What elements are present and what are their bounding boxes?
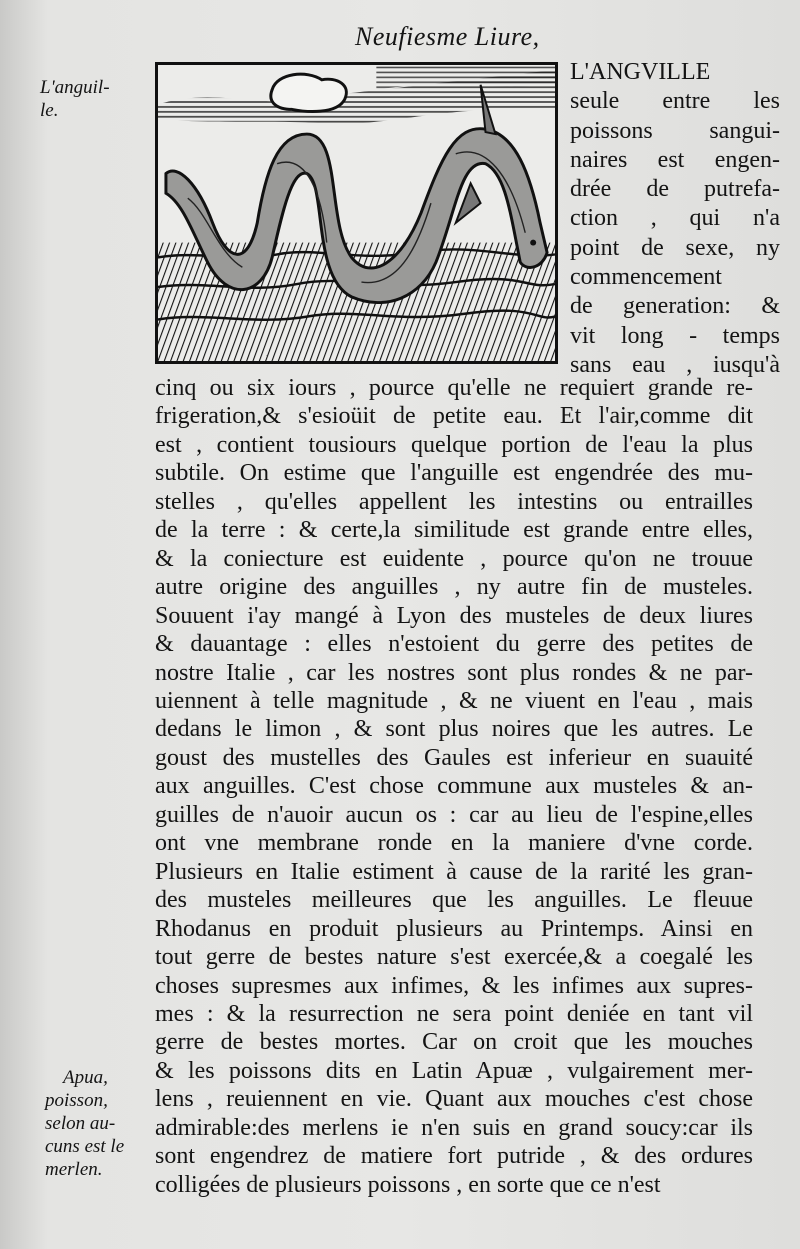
text-line: nostre Italie , car les nostres sont plus rondes & ne par- — [155, 659, 753, 686]
text-line: dedans le limon , & sont plus noires que les autres. Le — [155, 716, 753, 743]
text-line: drée de putrefa- — [570, 176, 780, 203]
text-line: & les poissons dits en Latin Apuæ , vulgairement mer- — [155, 1057, 753, 1084]
text-line: aux anguilles. C'est chose commune aux musteles & an- — [155, 773, 753, 800]
text-line: mes : & la resurrection ne sera point deniée en tant vil — [155, 1000, 753, 1027]
margin-note-line: Apua, — [63, 1067, 108, 1088]
margin-note-line: poisson, — [45, 1090, 108, 1111]
text-line: point de sexe, ny — [570, 234, 780, 261]
text-line: naires est engen- — [570, 146, 780, 173]
text-line: subtile. On estime que l'anguille est engendrée des mu- — [155, 460, 753, 487]
text-line: L'ANGVILLE — [570, 59, 711, 85]
text-line: est , contient tousiours quelque portion de l'eau la plus — [155, 431, 753, 458]
text-line: stelles , qu'elles appellent les intestins ou entrailles — [155, 488, 753, 515]
text-line: seule entre les — [570, 88, 780, 115]
text-line: autre origine des anguilles , ny autre fin de musteles. — [155, 574, 753, 601]
text-line: sans eau , iusqu'à — [570, 351, 780, 378]
text-line: choses supresmes aux infimes, & les infimes aux supres- — [155, 972, 753, 999]
text-line: gerre de bestes mortes. Car on croit que les mouches — [155, 1029, 753, 1056]
text-line: lens , reuiennent en vie. Quant aux mouches c'est chose — [155, 1086, 753, 1113]
text-line: poissons sangui- — [570, 117, 780, 144]
margin-note-anguille — [40, 76, 110, 122]
text-line: goust des mustelles des Gaules est inferieur en suauité — [155, 744, 753, 771]
text-line: uiennent à telle magnitude , & ne viuent en l'eau , mais — [155, 687, 753, 714]
text-line: de la terre : & certe,la similitude est grande entre elles, — [155, 517, 753, 544]
text-line: de generation: & — [570, 293, 780, 320]
text-line: vit long - temps — [570, 322, 780, 349]
eel-woodcut-icon — [158, 65, 555, 361]
margin-note-apua — [45, 1066, 124, 1181]
text-line: commencement — [570, 264, 722, 291]
margin-note-line: merlen. — [45, 1159, 103, 1180]
text-line: guilles de n'auoir aucun os : car au lieu de l'espine,elles — [155, 801, 753, 828]
text-line: Souuent i'ay mangé à Lyon des musteles de deux liures — [155, 602, 753, 629]
side-text-column — [570, 58, 780, 380]
text-line: ont vne membrane ronde en la maniere d'vne corde. — [155, 830, 753, 857]
margin-note-line: cuns est le — [45, 1136, 125, 1157]
text-line: sont engendrez de matiere fort putride , & des ordures — [155, 1143, 753, 1170]
text-line: & la coniecture est euidente , pource qu'on ne trouue — [155, 545, 753, 572]
text-line: des musteles meilleures que les anguilles. Le fleuue — [155, 887, 753, 914]
text-line: & dauantage : elles n'estoient du gerre des petites de — [155, 631, 753, 658]
text-line: colligées de plusieurs poissons , en sorte que ce n'est — [155, 1171, 661, 1198]
margin-note-line: L'anguil- — [40, 77, 110, 98]
text-line: cinq ou six iours , pource qu'elle ne requiert grande re- — [155, 375, 753, 401]
running-head: Neufiesme Liure, — [355, 22, 540, 51]
text-line: Rhodanus en produit plusieurs au Printemps. Ainsi en — [155, 915, 753, 942]
text-line: admirable:des merlens ie n'en suis en grand soucy:car ils — [155, 1114, 753, 1141]
text-line: frigeration,& s'esioüit de petite eau. Et l'air,comme dit — [155, 403, 753, 430]
eel-woodcut-illustration — [155, 62, 558, 364]
text-line: tout gerre de bestes nature s'est exercée,& a coegalé les — [155, 944, 753, 971]
margin-note-line: selon au- — [45, 1113, 116, 1134]
margin-note-line: le. — [40, 100, 59, 121]
text-line: ction , qui n'a — [570, 205, 780, 232]
main-text-block — [155, 374, 753, 1199]
text-line: Plusieurs en Italie estiment à cause de la rarité les gran- — [155, 858, 753, 885]
